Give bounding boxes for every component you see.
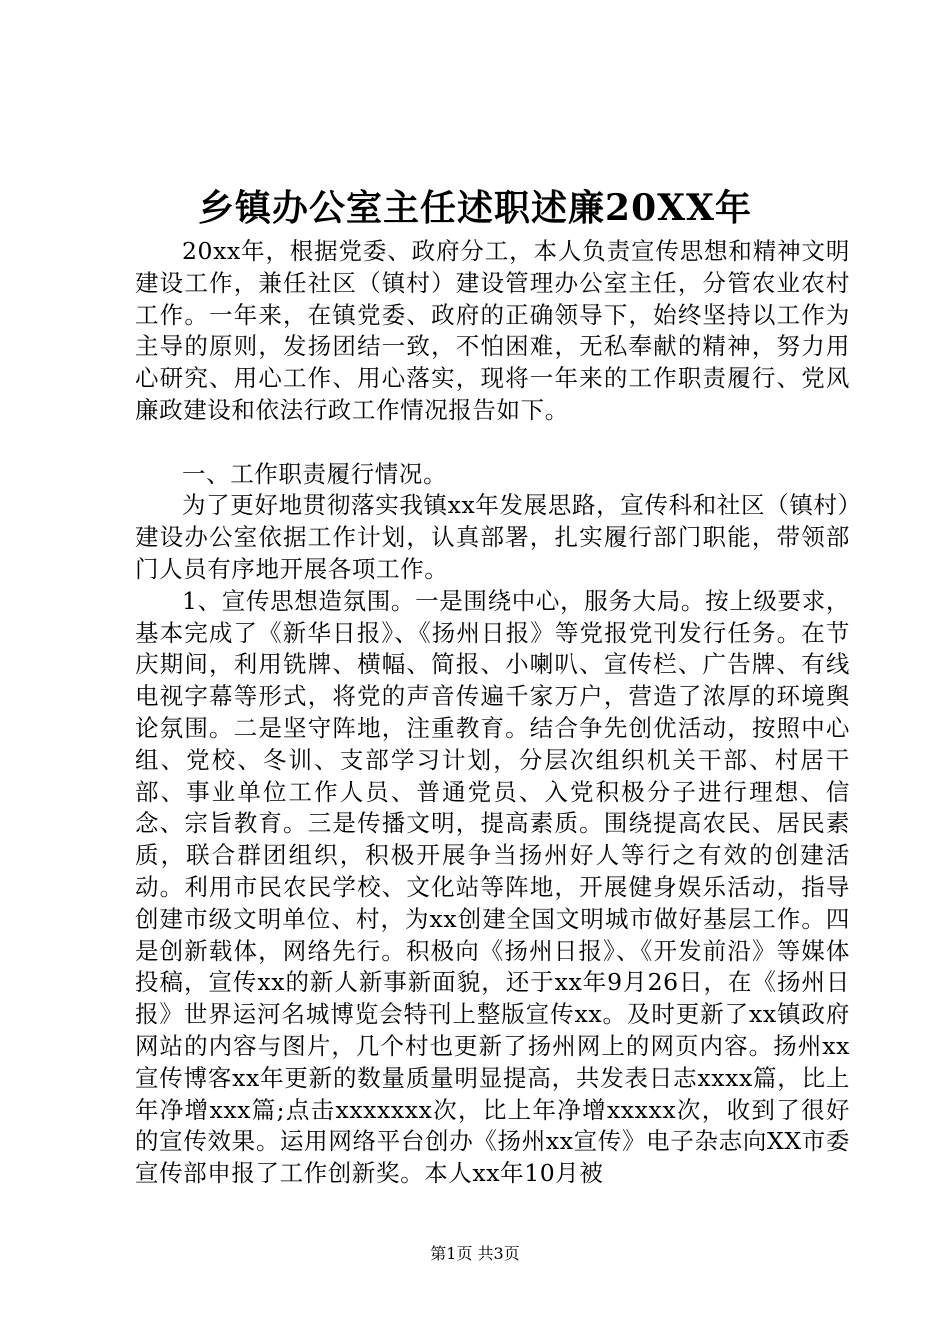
propaganda-work-paragraph: 1、宣传思想造氛围。一是围绕中心，服务大局。按上级要求，基本完成了《新华日报》、《扬州日报》等党报党刊发行任务。在节庆期间，利用铣牌、横幅、简报、小喇叭、宣传栏、广告牌、有线电视字幕等形式，将党的声音传遍千家万户，营造了浓厚的环境舆论氛围。二是坚守阵地，注重教育。结合争先创优活动，按照中心组、党校、冬训、支部学习计划，分层次组织机关干部、村居干部、事业单位工作人员、普通党员、入党积极分子进行理想、信念、宗旨教育。三是传播文明，提高素质。围绕提高农民、居民素质，联合群团组织，积极开展争当扬州好人等行之有效的创建活动。利用市民农民学校、文化站等阵地，开展健身娱乐活动，指导创建市级文明单位、村，为xx创建全国文明城市做好基层工作。四是创新载体，网络先行。积极向《扬州日报》、《开发前沿》等媒体投稿，宣传xx的新人新事新面貌，还于xx年9月26日，在《扬州日报》世界运河名城博览会特刊上整版宣传xx。及时更新了xx镇政府网站的内容与图片，几个村也更新了扬州网上的网页内容。扬州xx宣传博客xx年更新的数量质量明显提高，共发表日志xxxx篇，比上年净增xxx篇;点击xxxxxxx次，比上年净增xxxxx次，收到了很好的宣传效果。运用网络平台创办《扬州xx宣传》电子杂志向XX市委宣传部申报了工作创新奖。本人xx年10月被 [135,586,850,1188]
document-body [135,236,850,1190]
section-heading: 一、工作职责履行情况。 [182,459,448,488]
intro-paragraph: 20xx年，根据党委、政府分工，本人负责宣传思想和精神文明建设工作，兼任社区（镇村）建设管理办公室主任，分管农业农村工作。一年来，在镇党委、政府的正确领导下，始终坚持以工作为主导的原则，发扬团结一致，不怕困难，无私奉献的精神，努力用心研究、用心工作、用心落实，现将一年来的工作职责履行、党风廉政建设和依法行政工作情况报告如下。 [135,237,850,424]
page-footer: 第1页 共3页 [430,1244,520,1263]
section-intro-paragraph: 为了更好地贯彻落实我镇xx年发展思路，宣传科和社区（镇村）建设办公室依据工作计划，认真部署，扎实履行部门职能，带领部门人员有序地开展各项工作。 [135,491,850,583]
document-title: 乡镇办公室主任述职述廉20XX年 [198,187,752,229]
